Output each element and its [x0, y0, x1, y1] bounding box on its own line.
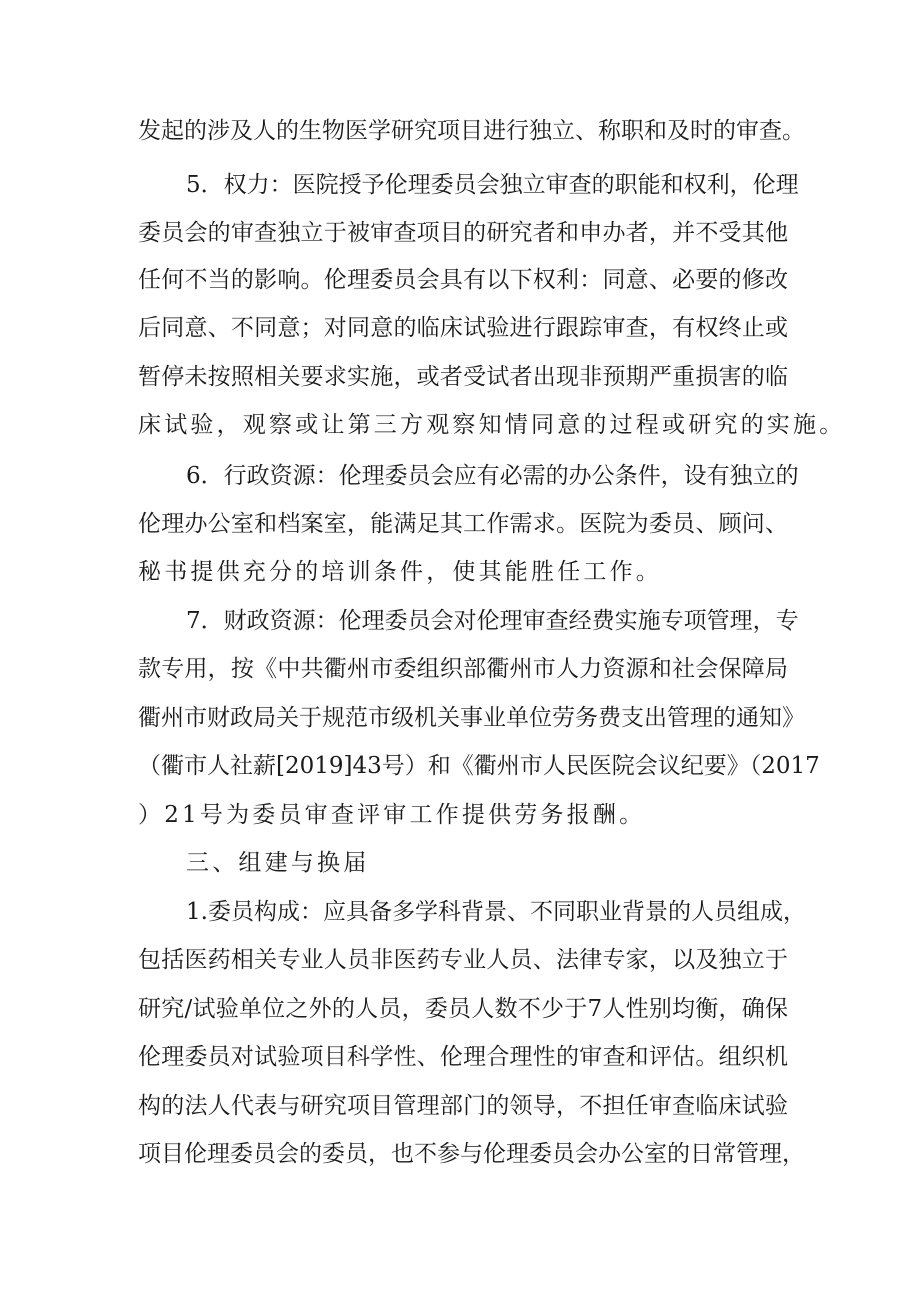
text-line: 研究/试验单位之外的人员，委员人数不少于7人性别均衡，确保 — [138, 996, 788, 1022]
text-line: 项目伦理委员会的委员，也不参与伦理委员会办公室的日常管理， — [138, 1141, 805, 1167]
text-line: 暂停未按照相关要求实施，或者受试者出现非预期严重损害的临 — [138, 364, 788, 390]
text-line: （衢市人社薪[2019]43号）和《衢州市人民医院会议纪要》（2017 — [138, 753, 820, 779]
text-line: 衢州市财政局关于规范市级机关事业单位劳务费支出管理的通知》 — [138, 705, 805, 731]
text-line: 7．财政资源：伦理委员会对伦理审查经费实施专项管理，专 — [186, 608, 799, 634]
text-line: 款专用，按《中共衢州市委组织部衢州市人力资源和社会保障局 — [138, 656, 788, 682]
text-line: 任何不当的影响。伦理委员会具有以下权利：同意、必要的修改 — [138, 267, 788, 293]
text-line: 1.委员构成：应具备多学科背景、不同职业背景的人员组成， — [186, 899, 806, 925]
section-heading: 三、组建与换届 — [186, 850, 370, 876]
text-line: 后同意、不同意；对同意的临床试验进行跟踪审查，有权终止或 — [138, 315, 788, 341]
text-line: 伦理委员对试验项目科学性、伦理合理性的审查和评估。组织机 — [138, 1044, 788, 1070]
text-line: 床试验，观察或让第三方观察知情同意的过程或研究的实施。 — [138, 412, 846, 438]
text-line: 委员会的审查独立于被审查项目的研究者和申办者，并不受其他 — [138, 220, 788, 246]
text-line: 6．行政资源：伦理委员会应有必需的办公条件，设有独立的 — [186, 463, 799, 489]
text-line: 构的法人代表与研究项目管理部门的领导，不担任审查临床试验 — [138, 1093, 788, 1119]
text-line: 秘书提供充分的培训条件，使其能胜任工作。 — [138, 559, 662, 585]
text-line: 伦理办公室和档案室，能满足其工作需求。医院为委员、顾问、 — [138, 511, 788, 537]
text-line: 包括医药相关专业人员非医药专业人员、法律专家，以及独立于 — [138, 947, 788, 973]
text-line: 5．权力：医院授予伦理委员会独立审查的职能和权利，伦理 — [186, 172, 799, 198]
text-line: ）21号为委员审查评审工作提供劳务报酬。 — [138, 802, 646, 828]
text-line: 发起的涉及人的生物医学研究项目进行独立、称职和及时的审查。 — [138, 118, 805, 144]
